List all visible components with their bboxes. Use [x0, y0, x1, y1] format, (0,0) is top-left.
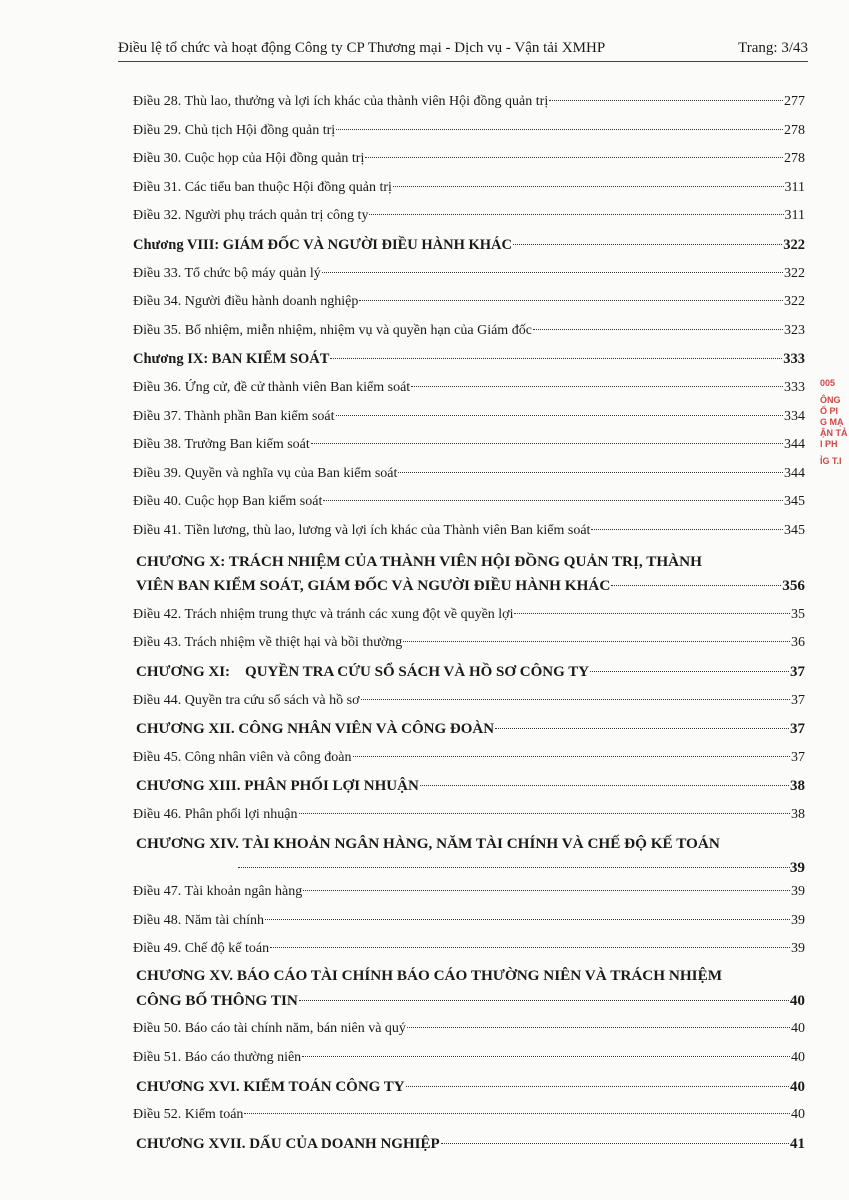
toc-chapter-xvii[interactable]: CHƯƠNG XVII. DẤU CỦA DOANH NGHIỆP 41: [136, 1135, 805, 1152]
dot-leader: [591, 529, 783, 530]
toc-entry-dieu-51[interactable]: Điều 51. Báo cáo thường niên 40: [133, 1050, 805, 1065]
toc-entry-dieu-34[interactable]: Điều 34. Người điều hành doanh nghiệp 322: [133, 294, 805, 310]
dot-leader: [420, 785, 789, 786]
toc-chapter-viii[interactable]: Chương VIII: GIÁM ĐỐC VÀ NGƯỜI ĐIỀU HÀNH KHÁC 322: [133, 236, 805, 253]
dot-leader: [369, 214, 783, 215]
dot-leader: [311, 443, 783, 444]
dot-leader: [323, 500, 783, 501]
toc-entry-dieu-39[interactable]: Điều 39. Quyền và nghĩa vụ của Ban kiểm soát 344: [133, 465, 805, 481]
toc-chapter-x[interactable]: CHƯƠNG X: TRÁCH NHIỆM CỦA THÀNH VIÊN HỘI ĐỒNG QUẢN TRỊ, THÀNH VIÊN BAN KIỂM SOÁT, GIÁM ĐỐC VÀ NGƯỜI ĐIỀU HÀNH KHÁC 356: [136, 552, 805, 595]
dot-leader: [403, 641, 790, 642]
dot-leader: [330, 358, 782, 359]
dot-leader: [238, 867, 790, 868]
toc-chapter-xvi[interactable]: CHƯƠNG XVI. KIỂM TOÁN CÔNG TY 40: [136, 1078, 805, 1095]
toc-entry-dieu-43[interactable]: Điều 43. Trách nhiệm về thiệt hại và bồi thường 36: [133, 635, 805, 651]
dot-leader: [590, 671, 789, 672]
dot-leader: [407, 1027, 790, 1028]
dot-leader: [270, 947, 790, 948]
dot-leader: [303, 890, 790, 891]
toc-entry-dieu-47[interactable]: Điều 47. Tài khoản ngân hàng 39: [133, 884, 805, 900]
dot-leader: [361, 699, 791, 700]
toc-entry-dieu-32[interactable]: Điều 32. Người phụ trách quản trị công ty 311: [133, 208, 805, 224]
dot-leader: [393, 186, 784, 187]
toc-entry-dieu-46[interactable]: Điều 46. Phân phối lợi nhuận 38: [133, 807, 805, 823]
document-title: Điều lệ tổ chức và hoạt động Công ty CP Thương mại - Dịch vụ - Vận tải XMHP: [118, 40, 606, 56]
page-number: Trang: 3/43: [738, 40, 808, 56]
toc-chapter-ix[interactable]: Chương IX: BAN KIỂM SOÁT 333: [133, 351, 805, 368]
toc-entry-dieu-37[interactable]: Điều 37. Thành phần Ban kiểm soát 334: [133, 408, 805, 424]
dot-leader: [611, 585, 781, 586]
toc-entry-dieu-29[interactable]: Điều 29. Chủ tịch Hội đồng quản trị 278: [133, 122, 805, 138]
dot-leader: [533, 329, 783, 330]
dot-leader: [299, 813, 791, 814]
dot-leader: [244, 1113, 790, 1114]
toc-chapter-xii[interactable]: CHƯƠNG XII. CÔNG NHÂN VIÊN VÀ CÔNG ĐOÀN 37: [136, 721, 805, 738]
page-header: [118, 40, 808, 62]
toc-entry-dieu-31[interactable]: Điều 31. Các tiểu ban thuộc Hội đồng quản trị 311: [133, 179, 805, 195]
toc-chapter-xi[interactable]: CHƯƠNG XI: QUYỀN TRA CỨU SỔ SÁCH VÀ HỒ SƠ CÔNG TY 37: [136, 664, 805, 681]
toc-chapter-xv[interactable]: CHƯƠNG XV. BÁO CÁO TÀI CHÍNH BÁO CÁO THƯỜNG NIÊN VÀ TRÁCH NHIỆM CÔNG BỐ THÔNG TIN 40: [136, 967, 805, 1009]
dot-leader: [495, 728, 789, 729]
dot-leader: [513, 244, 782, 245]
dot-leader: [353, 756, 790, 757]
toc-entry-dieu-49[interactable]: Điều 49. Chế độ kế toán 39: [133, 941, 805, 957]
toc-entry-dieu-36[interactable]: Điều 36. Ứng cử, đề cử thành viên Ban kiểm soát 333: [133, 379, 805, 395]
toc-entry-dieu-50[interactable]: Điều 50. Báo cáo tài chính năm, bán niên và quý 40: [133, 1021, 805, 1037]
toc-entry-dieu-28[interactable]: Điều 28. Thù lao, thưởng và lợi ích khác của thành viên Hội đồng quản trị 277: [133, 94, 805, 109]
toc-chapter-xiii[interactable]: CHƯƠNG XIII. PHÂN PHỐI LỢI NHUẬN 38: [136, 778, 805, 795]
toc-entry-dieu-41[interactable]: Điều 41. Tiền lương, thù lao, lương và lợi ích khác của Thành viên Ban kiểm soát 345: [133, 522, 805, 538]
dot-leader: [302, 1056, 790, 1057]
dot-leader: [365, 157, 783, 158]
toc-entry-dieu-45[interactable]: Điều 45. Công nhân viên và công đoàn 37: [133, 749, 805, 765]
red-seal-stamp: 005 ÔNG Ổ PI G MẠ ẬN TẢ I PH ỈG T.I: [820, 378, 848, 466]
toc-entry-dieu-38[interactable]: Điều 38. Trưởng Ban kiểm soát 344: [133, 437, 805, 453]
dot-leader: [411, 386, 783, 387]
toc-entry-dieu-35[interactable]: Điều 35. Bổ nhiệm, miễn nhiệm, nhiệm vụ và quyền hạn của Giám đốc 323: [133, 322, 805, 338]
table-of-contents: [133, 88, 805, 1158]
toc-entry-dieu-48[interactable]: Điều 48. Năm tài chính 39: [133, 912, 805, 928]
toc-entry-dieu-44[interactable]: Điều 44. Quyền tra cứu sổ sách và hồ sơ 37: [133, 692, 805, 708]
dot-leader: [406, 1086, 789, 1087]
toc-entry-dieu-33[interactable]: Điều 33. Tổ chức bộ máy quản lý 322: [133, 265, 805, 281]
dot-leader: [336, 415, 783, 416]
toc-entry-dieu-40[interactable]: Điều 40. Cuộc họp Ban kiểm soát 345: [133, 494, 805, 510]
toc-entry-dieu-30[interactable]: Điều 30. Cuộc họp của Hội đồng quản trị 278: [133, 151, 805, 167]
dot-leader: [359, 300, 783, 301]
dot-leader: [265, 919, 790, 920]
dot-leader: [514, 613, 790, 614]
dot-leader: [398, 472, 783, 473]
toc-entry-dieu-52[interactable]: Điều 52. Kiểm toán 40: [133, 1107, 805, 1123]
dot-leader: [336, 129, 783, 130]
toc-chapter-xiv[interactable]: CHƯƠNG XIV. TÀI KHOẢN NGÂN HÀNG, NĂM TÀI CHÍNH VÀ CHẾ ĐỘ KẾ TOÁN 39: [136, 834, 805, 877]
toc-entry-dieu-42[interactable]: Điều 42. Trách nhiệm trung thực và tránh các xung đột về quyền lợi 35: [133, 606, 805, 622]
dot-leader: [299, 1000, 789, 1001]
dot-leader: [322, 272, 783, 273]
dot-leader: [549, 100, 783, 101]
dot-leader: [441, 1143, 789, 1144]
